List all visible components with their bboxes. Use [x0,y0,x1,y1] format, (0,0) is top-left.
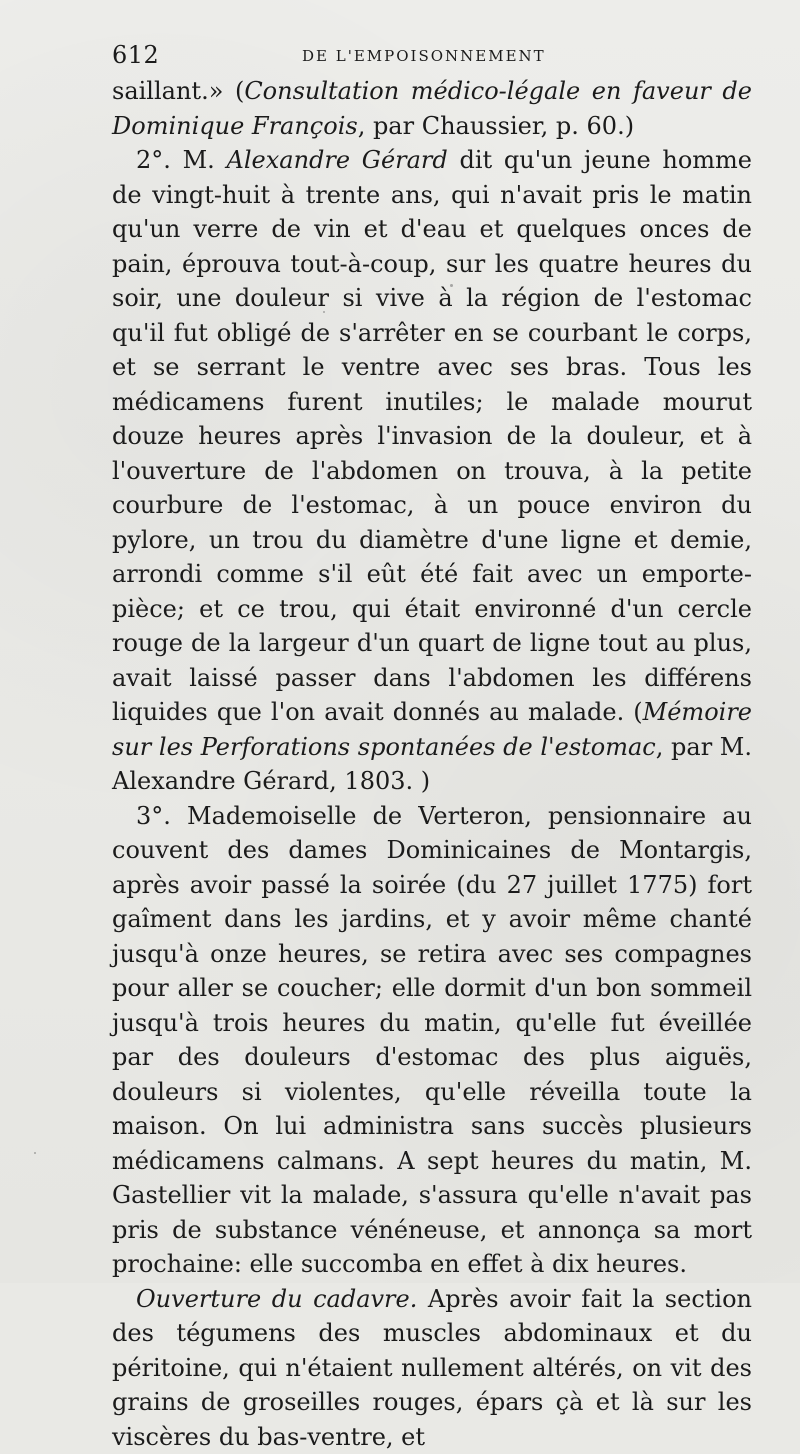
paragraph-4 [112,1282,752,1454]
section-heading-inline: Ouverture du cadavre. [136,1285,417,1313]
paragraph-3 [112,799,752,1282]
text-segment: 3°. Mademoiselle de Verteron, pensionnaire au couvent des dames Dominicaines de Montargis, après avoir passé la soirée (du 27 juillet 1775) fort gaîment dans les jardins, et y avoir même chanté jusqu'à onze heures, se retira avec ses compagnes pour aller se coucher; elle dormit d'un bon sommeil jusqu'à trois heures du matin, qu'elle fut éveillée par des douleurs d'estomac des plus aiguës, douleurs si violentes, qu'elle réveilla toute la maison. On lui administra sans succès plusieurs médicamens calmans. A sept heures du matin, M. Gastellier vit la malade, s'assura qu'elle n'avait pas pris de substance vénéneuse, et annonça sa mort prochaine: elle succomba en effet à dix heures. [112,802,752,1279]
text-segment: , par M. Alexandre Gérard, 1803. ) [112,733,752,796]
author-name: Alexandre Gérard [227,146,448,174]
running-head: DE L'EMPOISONNEMENT [302,45,546,67]
paper-speck [450,284,453,287]
paragraph-2 [112,143,752,799]
page-header [112,40,752,72]
text-segment: , par Chaussier, p. 60.) [358,112,634,140]
citation-title: Mémoire sur les Perforations spontanées de l'estomac [112,698,752,761]
text-segment: saillant.» ( [112,77,244,105]
citation-title: Consultation médico-légale en faveur de Dominique François [112,77,752,140]
paper-speck [686,1197,688,1199]
body-text [112,74,752,1454]
paragraph-1 [112,74,752,143]
paper-speck [323,311,325,313]
paper-speck [34,1152,36,1154]
text-segment: 2°. M. [136,146,227,174]
text-segment: dit qu'un jeune homme de vingt-huit à trente ans, qui n'avait pris le matin qu'un verre de vin et d'eau et quelques onces de pain, éprouva tout-à-coup, sur les quatre heures du soir, une douleur si vive à la région de l'estomac qu'il fut obligé de s'arrêter en se courbant le corps, et se serrant le ventre avec ses bras. Tous les médicamens furent inutiles; le malade mourut douze heures après l'invasion de la douleur, et à l'ouverture de l'abdomen on trouva, à la petite courbure de l'estomac, à un pouce environ du pylore, un trou du diamètre d'une ligne et demie, arrondi comme s'il eût été fait avec un emporte-pièce; et ce trou, qui était environné d'un cercle rouge de la largeur d'un quart de ligne tout au plus, avait laissé passer dans l'abdomen les différens liquides que l'on avait donnés au malade. ( [112,146,752,726]
text-segment: Après avoir fait la section des tégumens des muscles abdominaux et du péritoine, qui n'étaient nullement altérés, on vit des grains de groseilles rouges, épars çà et là sur les viscères du bas-ventre, et [112,1285,752,1451]
page-number: 612 [112,40,159,70]
